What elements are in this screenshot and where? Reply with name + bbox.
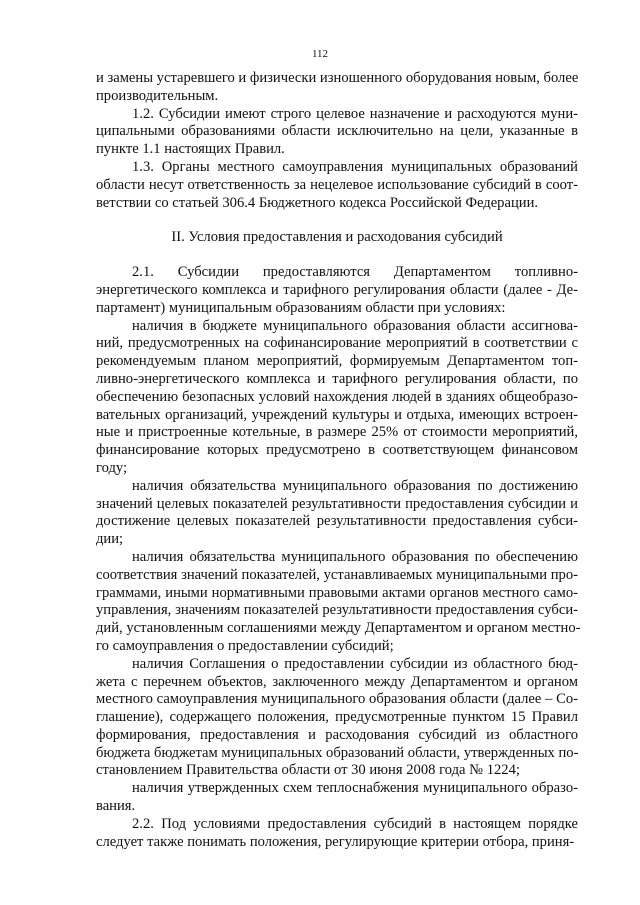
text-line: партамент) муниципальным образованиям области при условиях: — [96, 299, 506, 316]
text-line: обеспечению безопасных условий нахождения людей в зданиях общеобразо- — [96, 388, 578, 405]
text-line: соответствия значений показателей, устанавливаемых муниципальными про- — [96, 566, 578, 583]
paragraph — [96, 106, 578, 159]
text-line: наличия обязательства муниципального образования по обеспечению — [132, 548, 578, 565]
paragraph — [96, 548, 581, 656]
paragraph — [96, 159, 578, 212]
section-paragraphs — [96, 264, 581, 851]
paragraph — [96, 816, 578, 852]
text-line: ний, предусмотренных на софинансирование мероприятий в соответствии с — [96, 335, 578, 352]
text-line: наличия Соглашения о предоставлении субсидии из областного бюд- — [132, 655, 578, 672]
text-line: ные и пристроенные котельные, в размере 25% от стоимости мероприятий, — [96, 424, 578, 441]
text-line: управления, значениям показателей результативности предоставления субси- — [96, 602, 578, 619]
text-line: ветствии со статьей 306.4 Бюджетного кодекса Российской Федерации. — [96, 194, 539, 211]
text-line: значений целевых показателей результативности предоставления субсидии и — [96, 495, 578, 512]
text-line: жета с перечнем объектов, заключенного между Департаментом и органом — [96, 673, 578, 690]
text-line: местного самоуправления муниципального образования области (далее – Со- — [96, 691, 578, 708]
paragraph — [96, 70, 578, 106]
text-line: формирования, предоставления и расходования субсидий из областного — [96, 726, 578, 743]
text-line: рекомендуемым планом мероприятий, формируемым Департаментом топ- — [96, 353, 578, 370]
document-body — [96, 70, 581, 851]
text-line: наличия в бюджете муниципального образования области ассигнова- — [132, 317, 578, 334]
text-line: дий, установленным соглашениями между Департаментом и органом местно- — [96, 620, 581, 637]
text-line: 1.2. Субсидии имеют строго целевое назначение и расходуются муни- — [132, 105, 578, 122]
text-line: вания. — [96, 798, 136, 815]
page-number: 112 — [311, 48, 329, 60]
text-line: области несут ответственность за нецелевое использование субсидий в соот- — [96, 176, 578, 193]
text-line: вательных организаций, учреждений культуры и отдыха, имеющих встроен- — [96, 406, 578, 423]
text-line: го самоуправления о предоставлении субсидий; — [96, 637, 394, 654]
text-line: становлением Правительства области от 30 июня 2008 года № 1224; — [96, 762, 520, 779]
text-line: году; — [96, 459, 128, 476]
text-line: граммами, иными нормативными правовыми актами органов местного само- — [96, 584, 578, 601]
text-line: бюджета бюджетам муниципальных образований области, утвержденных по- — [96, 744, 579, 761]
text-line: энергетического комплекса и тарифного регулирования области (далее - Де- — [96, 281, 578, 298]
text-line: 2.1. Субсидии предоставляются Департаментом топливно- — [132, 264, 578, 281]
text-line: дии; — [96, 531, 124, 548]
text-line: 1.3. Органы местного самоуправления муниципальных образований — [132, 158, 578, 175]
paragraph — [96, 656, 578, 781]
text-line: производительным. — [96, 87, 219, 104]
text-line: ливно-энергетического комплекса и тарифного регулирования области, по — [96, 370, 578, 387]
paragraph — [96, 780, 578, 816]
paragraph — [96, 264, 578, 317]
text-line: глашение), содержащего положения, предусмотренные пунктом 15 Правил — [96, 709, 578, 726]
text-line: следует также понимать положения, регулирующие критерии отбора, приня- — [96, 833, 575, 850]
text-line: наличия утвержденных схем теплоснабжения муниципального образо- — [132, 780, 578, 797]
text-line: достижение целевых показателей результативности предоставления субси- — [96, 513, 578, 530]
paragraph — [96, 318, 578, 478]
text-line: финансирование которых предусмотрено в соответствующем финансовом — [96, 442, 578, 459]
text-line: 2.2. Под условиями предоставления субсидий в настоящем порядке — [132, 815, 578, 832]
text-line: и замены устаревшего и физически изношенного оборудования новым, более — [96, 70, 579, 86]
intro-paragraphs — [96, 70, 578, 212]
text-line: наличия обязательства муниципального образования по достижению — [132, 477, 578, 494]
text-line: пункте 1.1 настоящих Правил. — [96, 141, 285, 158]
section-heading: II. Условия предоставления и расходования субсидий — [171, 229, 503, 246]
paragraph — [96, 478, 578, 549]
text-line: ципальными образованиями области исключительно на цели, указанные в — [96, 123, 578, 140]
